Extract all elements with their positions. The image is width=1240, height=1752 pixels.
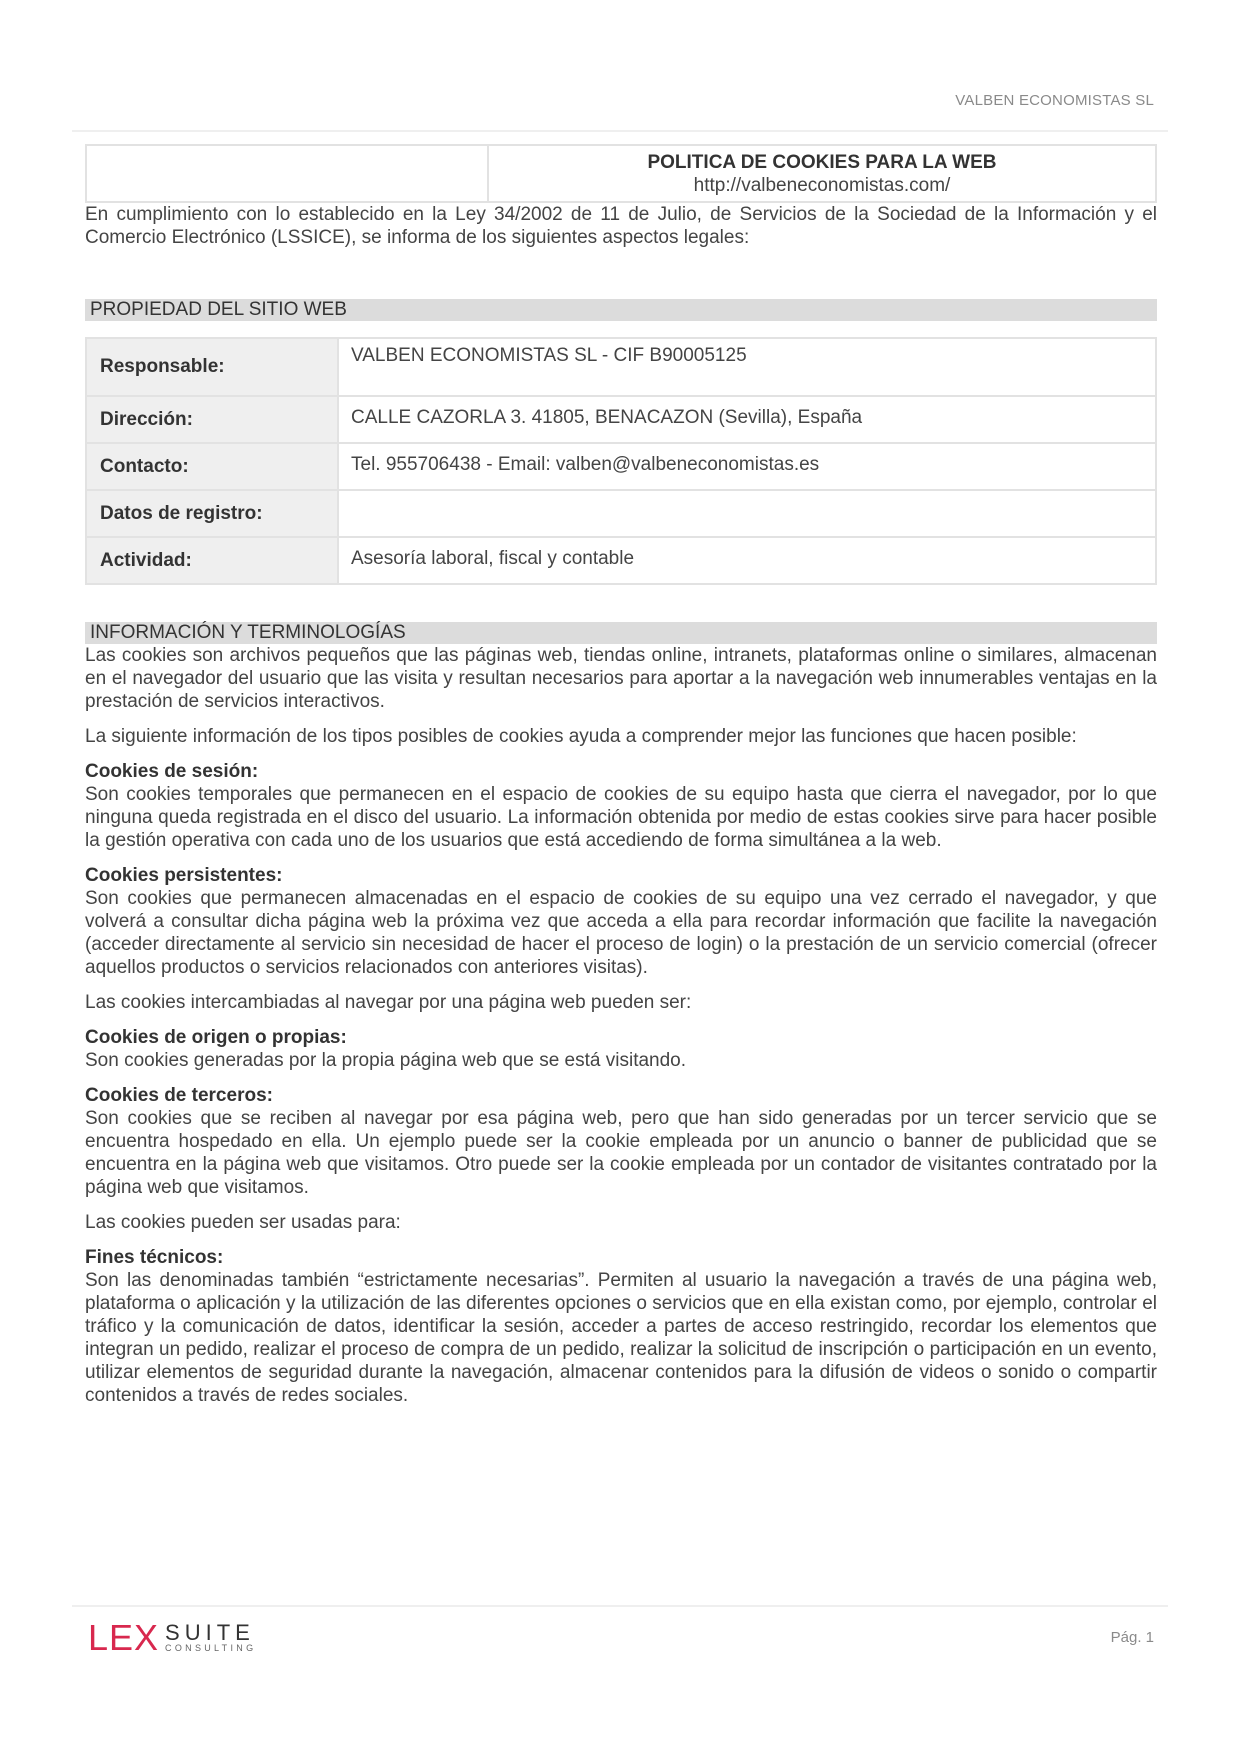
row-value: CALLE CAZORLA 3. 41805, BENACAZON (Sevilla), España: [338, 396, 1156, 443]
session-cookies-text: Son cookies temporales que permanecen en el espacio de cookies de su equipo hasta que cierra el navegador, por lo que ninguna queda registrada en el disco del usuario. La información obtenida por medio de estas cookies sirve para hacer posible la gestión operativa con cada uno de los usuarios que está accediendo de forma simultánea a la web.: [85, 784, 1157, 851]
section-heading-info: INFORMACIÓN Y TERMINOLOGÍAS: [85, 622, 1157, 644]
intro-paragraph: En cumplimiento con lo establecido en la Ley 34/2002 de 11 de Julio, de Servicios de la Sociedad de la Información y el Comercio Electrónico (LSSICE), se informa de los siguientes aspectos legales:: [85, 204, 1157, 248]
row-label: Datos de registro:: [86, 490, 338, 537]
technical-purposes-heading: Fines técnicos:: [85, 1247, 224, 1268]
row-value: [338, 490, 1156, 537]
section-heading-owner: PROPIEDAD DEL SITIO WEB: [85, 299, 1157, 321]
page-number: Pág. 1: [1110, 1629, 1154, 1646]
cookie-uses-paragraph: Las cookies pueden ser usadas para:: [85, 1212, 401, 1233]
persistent-cookies-heading: Cookies persistentes:: [85, 865, 283, 886]
own-cookies-text: Son cookies generadas por la propia página web que se está visitando.: [85, 1050, 687, 1071]
table-row: [86, 443, 1156, 490]
title-table-title-cell: [488, 145, 1156, 202]
header-company-name: VALBEN ECONOMISTAS SL: [955, 92, 1154, 109]
table-row: [86, 338, 1156, 396]
cookie-types-intro-paragraph: La siguiente información de los tipos posibles de cookies ayuda a comprender mejor las funciones que hacen posible:: [85, 726, 1077, 747]
row-label: Actividad:: [86, 537, 338, 584]
third-party-cookies-text: Son cookies que se reciben al navegar por esa página web, pero que han sido generadas por un tercer servicio que se encuentra hospedado en ella. Un ejemplo puede ser la cookie empleada por un anuncio o banner de publicidad que se encuentra en la página web que visitamos. Otro puede ser la cookie empleada por un contador de visitantes contratado por la página web que visitamos.: [85, 1108, 1157, 1198]
row-value: VALBEN ECONOMISTAS SL - CIF B90005125: [338, 338, 1156, 396]
exchanged-cookies-paragraph: Las cookies intercambiadas al navegar por una página web pueden ser:: [85, 992, 692, 1013]
logo-secondary-text: SUITE: [165, 1619, 255, 1645]
title-table: [85, 144, 1157, 203]
table-row: [86, 490, 1156, 537]
document-title: POLITICA DE COOKIES PARA LA WEB: [647, 151, 997, 173]
row-value: Asesoría laboral, fiscal y contable: [338, 537, 1156, 584]
row-label: Contacto:: [86, 443, 338, 490]
document-body: [85, 144, 1157, 1407]
table-row: [86, 537, 1156, 584]
row-label: Responsable:: [86, 338, 338, 396]
logo-tagline: CONSULTING: [165, 1642, 257, 1653]
cookies-definition-paragraph: Las cookies son archivos pequeños que las páginas web, tiendas online, intranets, plataformas online o similares, almacenan en el navegador del usuario que las visita y resultan necesarios para aportar a la navegación web innumerables ventajas en la prestación de servicios interactivos.: [85, 645, 1157, 712]
table-row: [86, 396, 1156, 443]
header-divider: [72, 130, 1168, 132]
row-value: Tel. 955706438 - Email: valben@valbeneconomistas.es: [338, 443, 1156, 490]
persistent-cookies-text: Son cookies que permanecen almacenadas en el espacio de cookies de su equipo una vez cerrado el navegador, y que volverá a consultar dicha página web la próxima vez que acceda a ella para recordar información que facilite la navegación (acceder directamente al servicio sin necesidad de hacer el proceso de login) o la prestación de un servicio comercial (ofrecer aquellos productos o servicios relacionados con anteriores visitas).: [85, 888, 1157, 978]
logo-secondary-block: [165, 1619, 257, 1654]
logo-primary-text: LEX: [88, 1617, 160, 1658]
row-label: Dirección:: [86, 396, 338, 443]
technical-purposes-text: Son las denominadas también “estrictamente necesarias”. Permiten al usuario la navegación a través de una página web, plataforma o aplicación y la utilización de las diferentes opciones o servicios que en ella existan como, por ejemplo, controlar el tráfico y la comunicación de datos, identificar la sesión, acceder a partes de acceso restringido, recordar los elementos que integran un pedido, realizar el proceso de compra de un pedido, realizar la solicitud de inscripción o participación en un evento, utilizar elementos de seguridad durante la navegación, almacenar contenidos para la difusión de videos o sonido o compartir contenidos a través de redes sociales.: [85, 1270, 1157, 1406]
footer-divider: [72, 1605, 1168, 1607]
lexsuite-logo: [88, 1617, 257, 1658]
title-table-blank-cell: [86, 145, 488, 202]
third-party-cookies-heading: Cookies de terceros:: [85, 1085, 273, 1106]
document-url: http://valbeneconomistas.com/: [693, 174, 951, 196]
own-cookies-heading: Cookies de origen o propias:: [85, 1027, 347, 1048]
owner-info-table: [85, 337, 1157, 585]
session-cookies-heading: Cookies de sesión:: [85, 761, 259, 782]
